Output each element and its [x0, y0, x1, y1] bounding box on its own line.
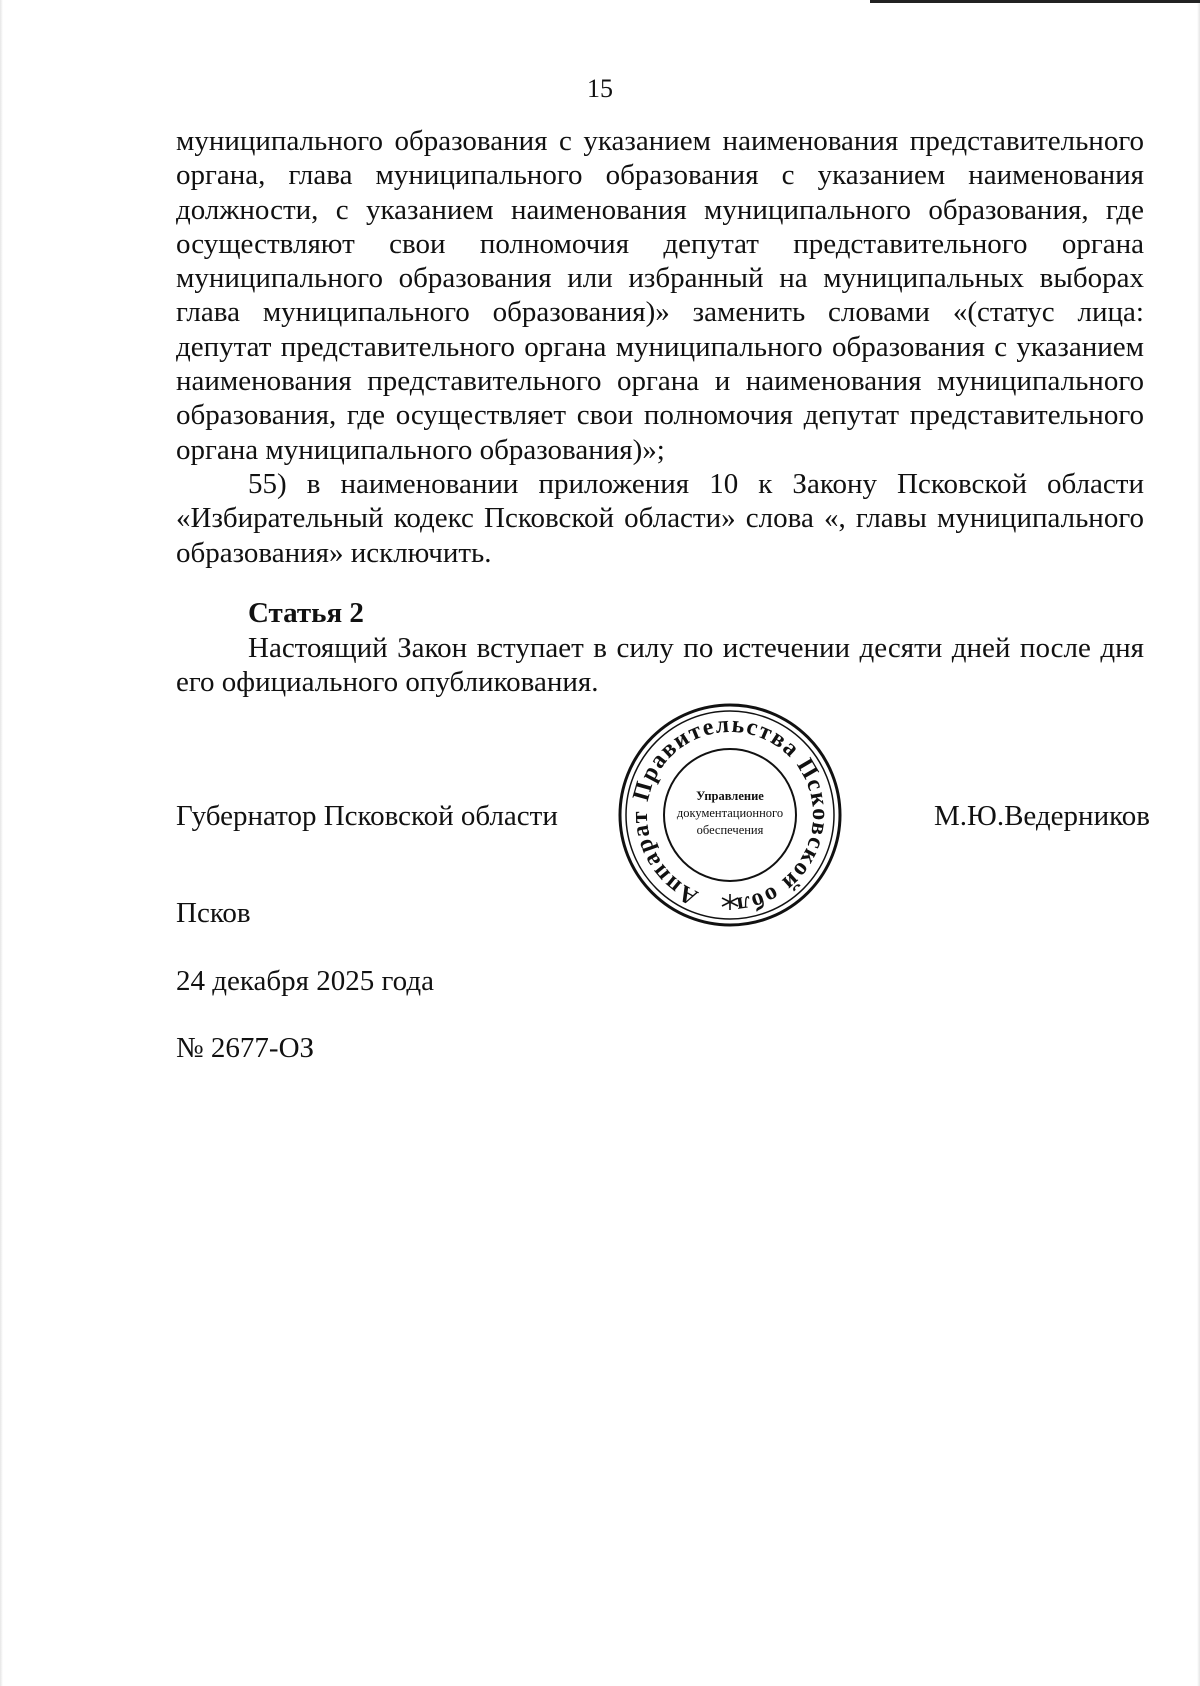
scan-edge-left	[0, 0, 3, 1686]
seal-inner-line-1: Управление	[696, 789, 764, 803]
seal-inner-line-2: документационного	[676, 806, 784, 820]
seal-graphic	[615, 700, 845, 930]
article-heading: Статья 2	[248, 597, 364, 629]
seal-outer-textpath: Аппарат Правительства Псковской обл	[626, 711, 834, 919]
document-body	[176, 124, 1144, 570]
page-number: 15	[587, 74, 613, 103]
paragraph-continuation: муниципального образования с указанием наименования представительного органа, глава муниципального образования с указанием наименования должности, с указанием наименования муниципального образования, где осуществляют свои полномочия депутат представительного органа муниципального образования или избранный на муниципальных выборах глава муниципального образования)» заменить словами «(статус лица: депутат представительного органа муниципального образования с указанием наименования представительного органа и наименования муниципального образования, где осуществляет свои полномочия депутат представительного органа муниципального образования)»;	[176, 125, 1144, 466]
official-seal	[615, 700, 845, 930]
paragraph-item-55: 55) в наименовании приложения 10 к Закону Псковской области «Избирательный кодекс Псковской области» слова «, главы муниципального образования» исключить.	[176, 467, 1144, 569]
law-number: № 2677-ОЗ	[176, 1032, 315, 1064]
top-rule	[870, 0, 1200, 3]
article-text: Настоящий Закон вступает в силу по истечении десяти дней после дня его официального опубликования.	[176, 632, 1144, 699]
signing-city: Псков	[176, 897, 251, 929]
signing-date: 24 декабря 2025 года	[176, 965, 434, 997]
seal-inner-line-3: обеспечения	[696, 823, 764, 837]
signer-name: М.Ю.Ведерников	[934, 800, 1150, 832]
signer-title: Губернатор Псковской области	[176, 800, 558, 832]
